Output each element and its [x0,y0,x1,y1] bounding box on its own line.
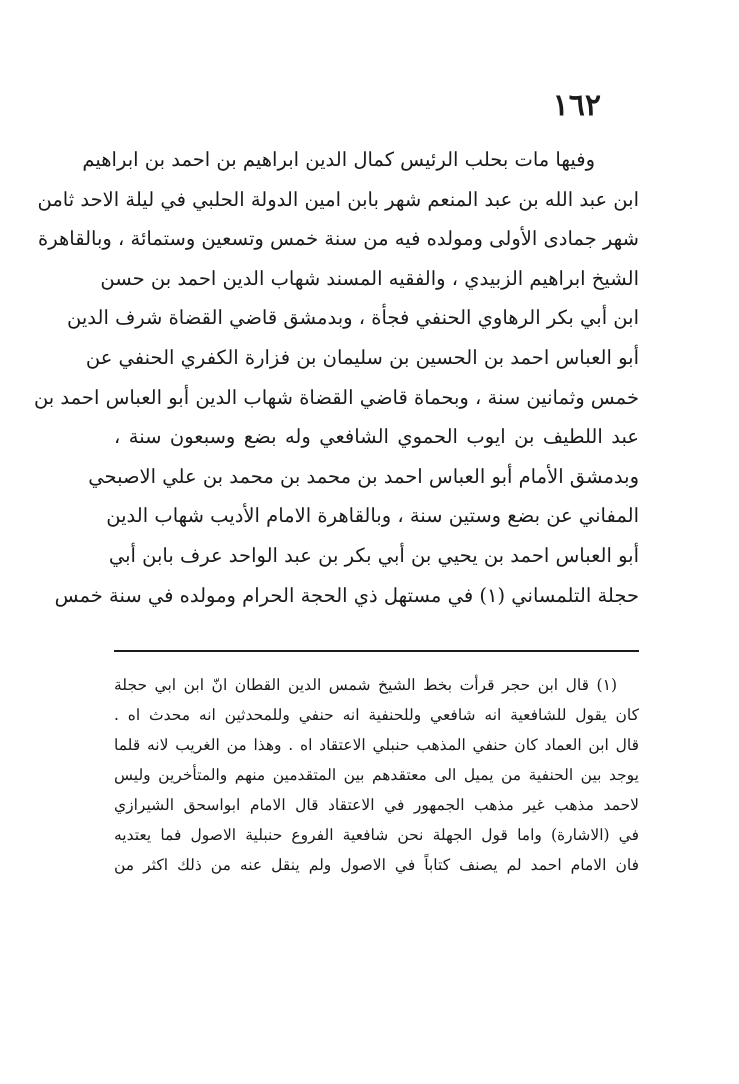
footnote-line: فان الامام احمد لم يصنف كتاباً في الاصول ولم ينقل عنه من ذلك اكثر من [114,856,639,874]
text-line: الشيخ ابراهيم الزبيدي ، والفقيه المسند شهاب الدين احمد بن حسن [100,266,639,290]
footnote-line: (١) قال ابن حجر قرأت بخط الشيخ شمس الدين القطان انّ ابن ابي حجلة [114,676,617,694]
text-line: عبد اللطيف بن ايوب الحموي الشافعي وله بضع وسبعون سنة ، [114,425,639,449]
footnote-line: يوجد بين الحنفية من يميل الى معتقدهم بين المتقدمين منهم والمتأخرين وليس [114,766,639,784]
text-line: شهر جمادى الأولى ومولده فيه من سنة خمس وتسعين وستمائة ، وبالقاهرة [38,227,639,251]
text-line: المفاني عن بضع وستين سنة ، وبالقاهرة الامام الأديب شهاب الدين [106,504,639,528]
page-number: ١٦٢ [552,88,601,123]
footnote-divider [114,650,639,652]
text-line: حجلة التلمساني (١) في مستهل ذي الحجة الحرام ومولده في سنة خمس [54,583,639,607]
main-text-body [33,140,639,615]
text-line: خمس وثمانين سنة ، وبحماة قاضي القضاة شهاب الدين أبو العباس احمد بن [33,385,639,409]
text-line: ابن أبي بكر الرهاوي الحنفي فجأة ، وبدمشق قاضي القضاة شرف الدين [67,306,639,330]
footnotes [114,670,639,880]
footnote-line: في (الاشارة) واما قول الجهلة نحن شافعية الفروع حنبلية الاصول فما يعتديه [114,826,639,844]
footnote-line: لاحمد مذهب غير مذهب الجمهور في الاعتقاد قال الامام ابواسحق الشيرازي [114,796,639,814]
text-line: وفيها مات بحلب الرئيس كمال الدين ابراهيم بن احمد بن ابراهيم [82,148,595,171]
text-line: أبو العباس احمد بن الحسين بن سليمان بن فزارة الكفري الحنفي عن [85,345,639,369]
text-line: وبدمشق الأمام أبو العباس احمد بن محمد بن محمد بن علي الاصبحي [88,464,639,488]
footnote-line: قال ابن العماد كان حنفي المذهب حنبلي الاعتقاد اه . وهذا من الغريب لانه قلما [114,736,639,754]
footnote-line: كان يقول للشافعية انه شافعي وللحنفية انه حنفي وللمحدثين انه محدث اه . [114,706,639,724]
text-line: أبو العباس احمد بن يحيي بن أبي بكر بن عبد الواحد عرف بابن أبي [108,543,639,567]
text-line: ابن عبد الله بن عبد المنعم شهر بابن امين الدولة الحلبي في ليلة الاحد ثامن [37,187,639,211]
